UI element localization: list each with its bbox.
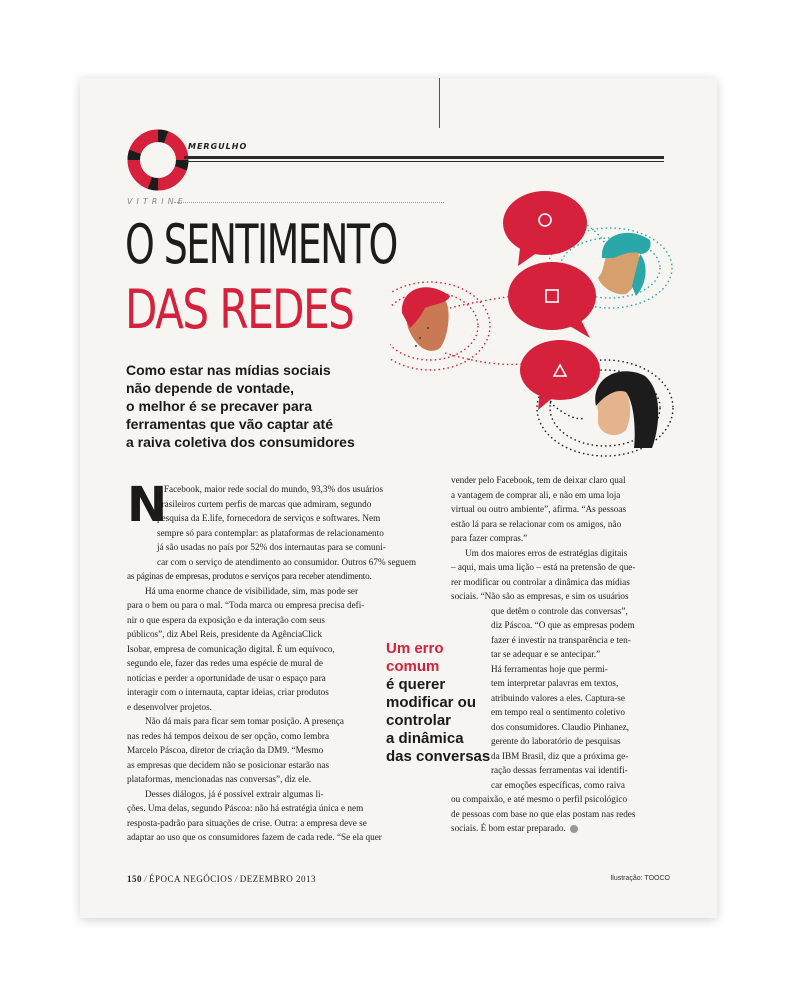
deck-line: não depende de vontade, [126, 380, 295, 396]
body-line: resposta-padrão para situações de crise. Outra: a empresa deve se [127, 817, 367, 828]
body-line: fazer é investir na transparência e ten- [491, 634, 631, 645]
headline-line-2: DAS REDES [125, 278, 354, 341]
body-line: a vantagem de comprar ali, e não em uma loja [451, 489, 621, 500]
bubble-middle [508, 262, 596, 338]
deck-line: o melhor é se precaver para [126, 398, 312, 414]
bubble-top [503, 191, 587, 266]
body-line: e desenvolver projetos. [127, 701, 212, 712]
body-line: tar se adequar e se antecipar.” [491, 649, 601, 659]
body-line: Há ferramentas hoje que permi- [491, 663, 608, 674]
pullquote-highlight [386, 640, 444, 676]
lifebuoy-icon [126, 128, 190, 192]
body-line: as páginas de empresas, produtos e serviços para receber atendimento. [127, 571, 372, 581]
body-line: nas redes há tempos deixou de ser opção, como lembra [127, 730, 330, 741]
deck-line: a raiva coletiva dos consumidores [126, 434, 355, 450]
body-line: sociais. “Não são as empresas, e sim os usuários [451, 591, 629, 601]
pullquote-line: Um erro [386, 640, 444, 657]
face-teal-hair [598, 233, 651, 296]
body-line: dos consumidores. Claudio Pinhanez, [491, 721, 630, 732]
pullquote-line: das conversas [386, 748, 491, 765]
body-line: gerente do laboratório de pesquisas [491, 736, 621, 746]
body-line: estão lá para se relacionar com os amigos, não [451, 518, 622, 529]
body-line: de pessoas com base no que elas postam nas redes [451, 808, 636, 819]
page-footer [127, 874, 316, 884]
footer-separator: / [144, 874, 148, 884]
body-line: para fazer compras.” [451, 533, 528, 543]
body-column-right [451, 473, 671, 836]
face-red-hair [402, 287, 450, 351]
drop-cap: N [127, 477, 168, 533]
body-line: o Facebook, maior rede social do mundo, 93,3% dos usuários [157, 484, 384, 494]
body-line: virtual ou outro ambiente”, afirma. “As pessoas [451, 504, 627, 514]
body-line: Há uma enorme chance de visibilidade, sim, mas pode ser [145, 585, 359, 596]
pullquote-line: a dinâmica [386, 730, 464, 747]
body-line: sempre só para contemplar: as plataformas de relacionamento [157, 527, 384, 538]
body-line: Um dos maiores erros de estratégias digitais [465, 547, 628, 558]
body-line: car emoções específicas, como raiva [491, 779, 625, 790]
body-line: da IBM Brasil, diz que a próxima ge- [491, 750, 629, 761]
body-line: públicos”, diz Abel Reis, presidente da AgênciaClick [127, 629, 322, 639]
pullquote-line: comum [386, 658, 440, 675]
body-line: que detêm o controle das conversas”, [491, 605, 628, 616]
deck-line: Como estar nas mídias sociais [126, 362, 331, 378]
pullquote-line: modificar ou [386, 694, 477, 711]
body-line: plataformas, mencionadas nas conversas”, diz ele. [127, 774, 312, 784]
headline-line-1: O SENTIMENTO [125, 213, 397, 276]
page-number: 150 [127, 874, 142, 884]
magazine-name: ÉPOCA NEGÓCIOS [149, 874, 233, 884]
body-line: diz Páscoa. “O que as empresas podem [491, 620, 635, 630]
body-line: para o bem ou para o mal. “Toda marca ou empresa precisa defi- [127, 600, 365, 610]
body-line: Não dá mais para ficar sem tomar posição. A presença [145, 716, 344, 726]
body-line: notícias e perder a oportunidade de usar o espaço para [127, 672, 326, 683]
deck-line: ferramentas que vão captar até [126, 416, 333, 432]
body-line: sociais. É bom estar preparado. [451, 821, 671, 836]
pullquote-line: é querer [386, 676, 446, 693]
page-fold-line [439, 78, 440, 128]
body-line: Marcelo Páscoa, diretor de criação da DM9. “Mesmo [127, 745, 324, 755]
face-dark-hair [595, 371, 658, 448]
body-line: Desses diálogos, já é possível extrair algumas li- [145, 788, 324, 799]
body-line: já são usadas no país por 52% dos internautas para se comuni- [157, 542, 386, 552]
body-line: adaptar ao uso que os consumidores fazem de cada rede. “Se ela quer [127, 832, 382, 842]
body-line: car com o serviço de atendimento ao consumidor. Outros 67% seguem [157, 556, 416, 567]
magazine-page [80, 78, 717, 918]
end-mark-icon [570, 825, 578, 833]
footer-separator: / [234, 874, 238, 884]
body-line: Isobar, empresa de comunicação digital. É um equívoco, [127, 643, 335, 654]
body-line: segundo ele, fazer das redes uma espécie de mural de [127, 658, 323, 668]
illustration-credit: Ilustração: TOOCO [610, 875, 670, 882]
illustration-chat-bubbles [390, 178, 710, 468]
body-line: ração dessas ferramentas vai identifi- [491, 765, 628, 775]
kicker: VITRINE [127, 197, 187, 206]
pullquote-body [386, 676, 490, 766]
body-line: vender pelo Facebook, tem de deixar claro qual [451, 475, 626, 485]
section-label: MERGULHO [188, 142, 248, 151]
issue-date: DEZEMBRO 2013 [239, 874, 317, 884]
body-line: ou compaixão, e até mesmo o perfil psicológico [451, 794, 628, 804]
body-line: em tempo real o sentimento coletivo [491, 707, 625, 717]
body-line: as empresas que decidem não se posicionar estarão nas [127, 759, 330, 770]
body-line: interagir com o internauta, captar ideias, criar produtos [127, 687, 329, 697]
header-rule [184, 156, 664, 159]
header-rule-thin [184, 161, 664, 162]
body-line: – aqui, mais uma lição – está na pretensão de que- [451, 562, 636, 572]
deck [126, 361, 426, 451]
body-line: atribuindo valores a eles. Captura-se [491, 692, 625, 703]
body-line: rer modificar ou controlar a dinâmica das mídias [451, 576, 630, 587]
body-line: tem interpretar palavras em textos, [491, 678, 619, 688]
body-line: nir o que espera da exposição e da interação com seus [127, 614, 325, 625]
pullquote-line: controlar [386, 712, 452, 729]
body-line: pesquisa da E.life, fornecedora de serviços e softwares. Nem [157, 513, 381, 523]
body-line: ções. Uma delas, segundo Páscoa: não há estratégia única e nem [127, 803, 364, 813]
bubble-bottom [520, 340, 600, 410]
body-line: brasileiros curtem perfis de marcas que admiram, segundo [157, 498, 372, 509]
body-column-left [127, 477, 417, 845]
